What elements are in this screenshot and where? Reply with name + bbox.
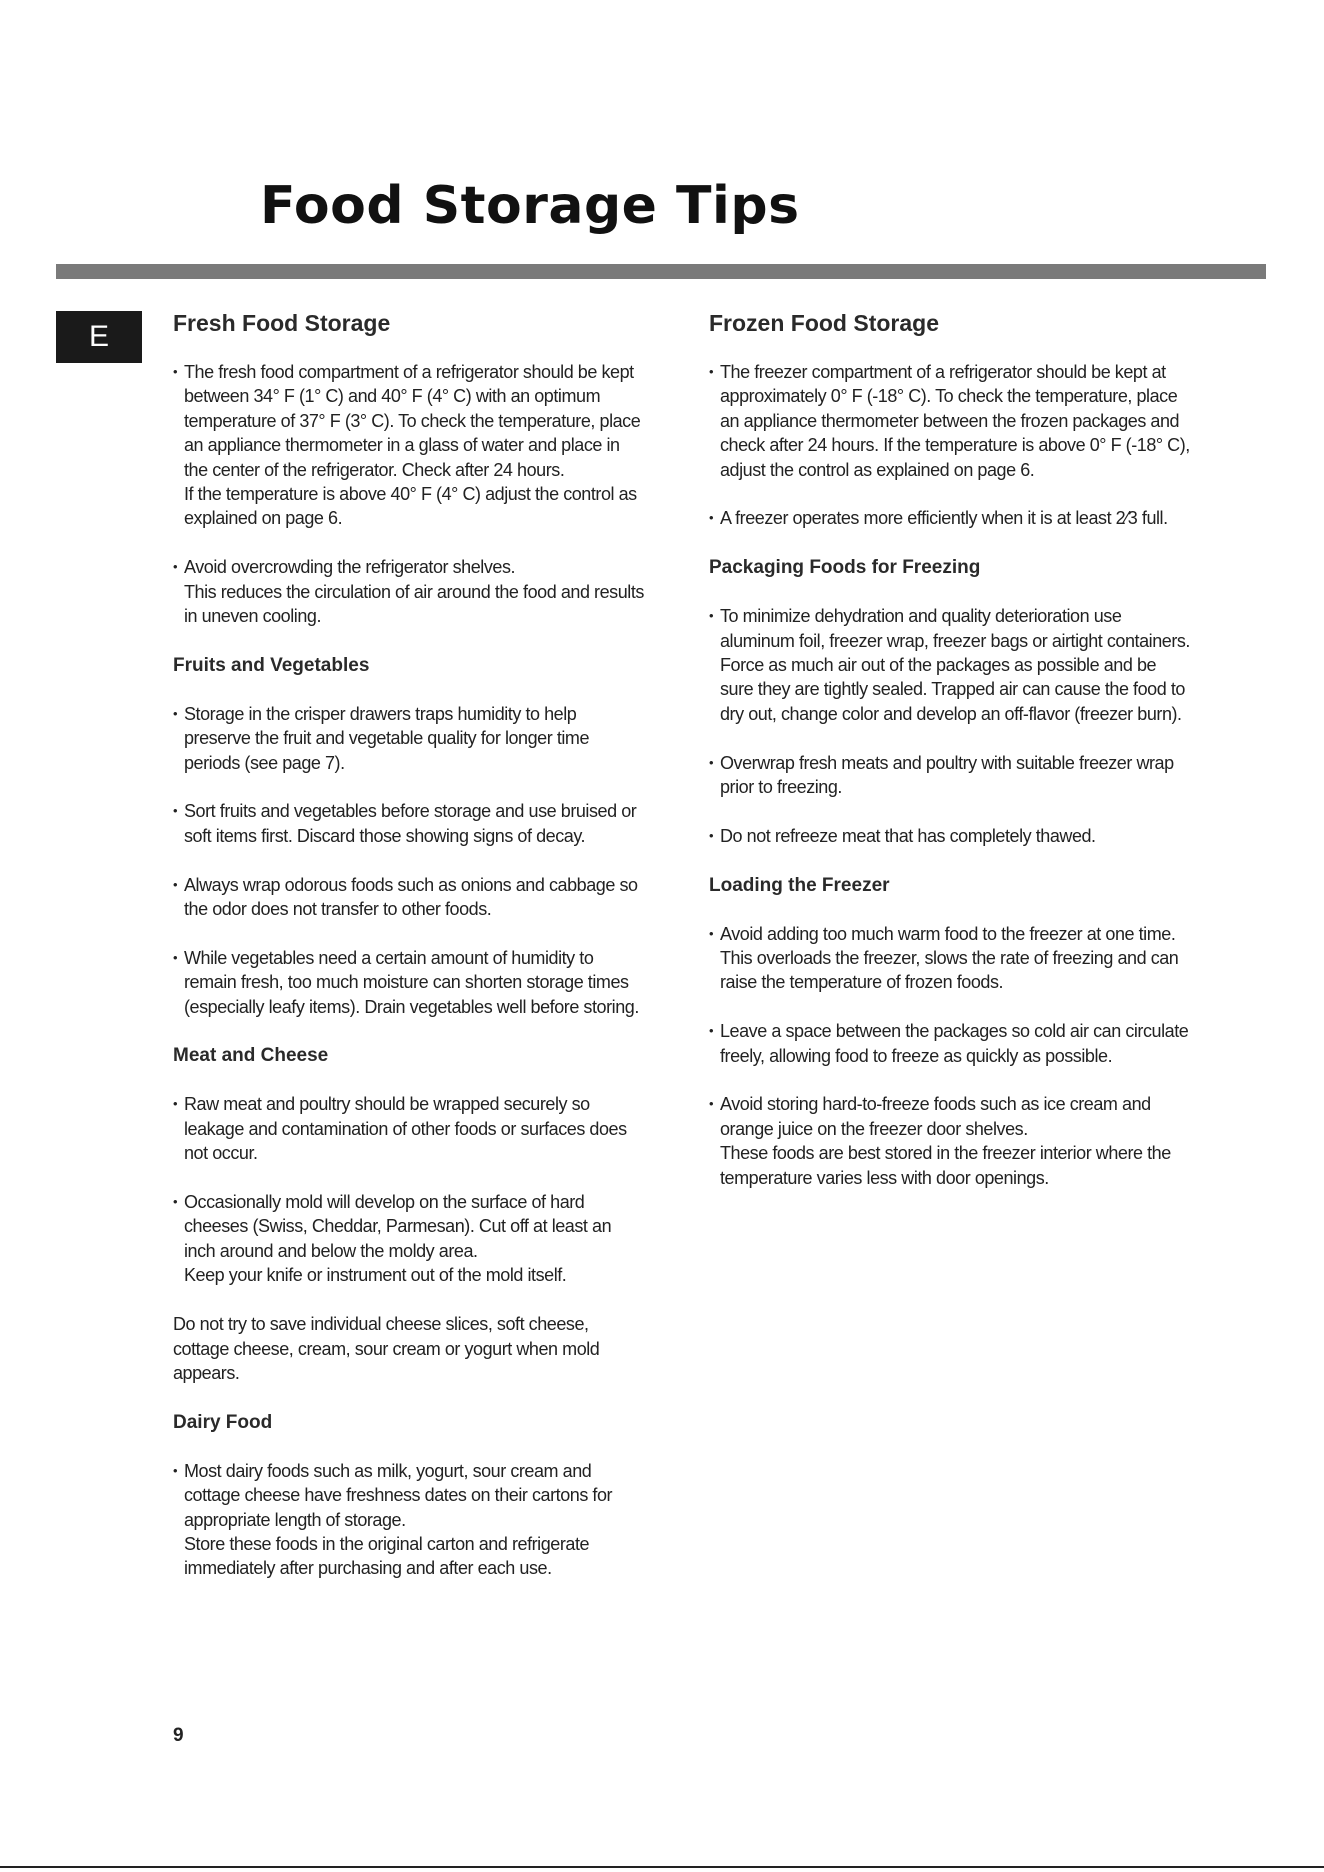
text-line: explained on page 6. [184,508,343,529]
bullet-item [173,1092,683,1165]
title-divider [56,264,1266,279]
text-line: temperature varies less with door openings. [720,1167,1049,1188]
bullet-item [173,1190,683,1288]
sub-heading: Packaging Foods for Freezing [709,557,981,579]
bullet-item [173,1459,683,1581]
text-line: Force as much air out of the packages as possible and be [720,655,1157,676]
text-line: Do not try to save individual cheese slices, soft cheese, [173,1314,589,1335]
language-tab: E [56,311,142,363]
sub-heading: Dairy Food [173,1411,273,1433]
text-line: • Avoid overcrowding the refrigerator shelves. [184,557,516,578]
text-line: • Raw meat and poultry should be wrapped securely so [184,1094,590,1115]
bullet-item [709,824,1234,848]
text-line: between 34° F (1° C) and 40° F (4° C) with an optimum [184,386,601,407]
bullet-item [709,1092,1234,1190]
bullet-item [173,799,683,848]
text-line: aluminum foil, freezer wrap, freezer bags or airtight containers. [720,630,1190,651]
text-line: approximately 0° F (-18° C). To check the temperature, place [720,386,1178,407]
sub-heading: Loading the Freezer [709,874,890,896]
text-line: cottage cheese, cream, sour cream or yogurt when mold [173,1338,600,1359]
text-line: • Overwrap fresh meats and poultry with suitable freezer wrap [720,752,1174,773]
text-line: appears. [173,1362,240,1383]
text-line: an appliance thermometer in a glass of water and place in [184,435,620,456]
text-line: Keep your knife or instrument out of the mold itself. [184,1265,567,1286]
text-line: • A freezer operates more efficiently when it is at least 2⁄3 full. [720,508,1168,529]
text-line: temperature of 37° F (3° C). To check the temperature, place [184,410,641,431]
text-line: check after 24 hours. If the temperature is above 0° F (-18° C), [720,435,1190,456]
text-line: the odor does not transfer to other foods. [184,899,492,920]
bullet-item [709,922,1234,995]
text-line: • Sort fruits and vegetables before storage and use bruised or [184,801,637,822]
bullet-item [709,751,1234,800]
right-column [709,306,1234,1214]
text-line: This overloads the freezer, slows the rate of freezing and can [720,948,1179,969]
text-line: • Leave a space between the packages so cold air can circulate [720,1021,1189,1042]
sub-heading: Fruits and Vegetables [173,654,370,676]
text-line: These foods are best stored in the freezer interior where the [720,1143,1171,1164]
sub-heading: Meat and Cheese [173,1045,329,1067]
text-line: in uneven cooling. [184,606,322,627]
text-line: orange juice on the freezer door shelves. [720,1118,1028,1139]
text-line: • The freezer compartment of a refrigerator should be kept at [720,362,1166,382]
left-column [173,306,683,1605]
text-line: Store these foods in the original carton and refrigerate [184,1533,590,1554]
paragraph [173,1312,683,1385]
text-line: dry out, change color and develop an off-flavor (freezer burn). [720,703,1182,724]
bullet-item [709,506,1234,530]
bullet-item [173,702,683,775]
text-line: • Most dairy foods such as milk, yogurt, sour cream and [184,1460,592,1481]
text-line: • To minimize dehydration and quality deterioration use [720,606,1122,627]
text-line: cheeses (Swiss, Cheddar, Parmesan). Cut off at least an [184,1216,612,1237]
text-line: • Occasionally mold will develop on the surface of hard [184,1192,585,1213]
text-line: soft items first. Discard those showing signs of decay. [184,825,586,846]
bullet-item [709,604,1234,726]
text-line: appropriate length of storage. [184,1509,406,1530]
bullet-item [173,555,683,628]
text-line: • Storage in the crisper drawers traps humidity to help [184,703,577,724]
text-line: not occur. [184,1143,258,1164]
text-line: raise the temperature of frozen foods. [720,972,1004,993]
bullet-item [173,360,683,531]
section-heading: Fresh Food Storage [173,310,391,336]
bullet-item [173,873,683,922]
text-line: periods (see page 7). [184,752,345,773]
bullet-item [173,946,683,1019]
text-line: the center of the refrigerator. Check after 24 hours. [184,459,565,480]
section-heading: Frozen Food Storage [709,310,939,336]
text-line: If the temperature is above 40° F (4° C) adjust the control as [184,484,637,505]
bullet-item [709,1019,1234,1068]
text-line: adjust the control as explained on page 6. [720,459,1035,480]
text-line: preserve the fruit and vegetable quality for longer time [184,728,590,749]
text-line: • Do not refreeze meat that has completely thawed. [720,825,1096,846]
text-line: cottage cheese have freshness dates on their cartons for [184,1485,613,1506]
text-line: • Avoid adding too much warm food to the freezer at one time. [720,923,1176,944]
bullet-item [709,360,1234,482]
text-line: leakage and contamination of other foods or surfaces does [184,1118,627,1139]
text-line: • Avoid storing hard-to-freeze foods such as ice cream and [720,1094,1151,1115]
bottom-divider [0,1866,1324,1868]
page-title: Food Storage Tips [260,176,800,236]
text-line: prior to freezing. [720,777,842,798]
text-line: remain fresh, too much moisture can shorten storage times [184,972,629,993]
page-number: 9 [173,1725,184,1746]
text-line: freely, allowing food to freeze as quickly as possible. [720,1045,1113,1066]
text-line: This reduces the circulation of air around the food and results [184,581,644,602]
text-line: inch around and below the moldy area. [184,1240,478,1261]
text-line: an appliance thermometer between the frozen packages and [720,410,1180,431]
text-line: immediately after purchasing and after each use. [184,1558,552,1579]
text-line: sure they are tightly sealed. Trapped air can cause the food to [720,679,1185,700]
text-line: • Always wrap odorous foods such as onions and cabbage so [184,874,638,895]
text-line: • While vegetables need a certain amount of humidity to [184,947,594,968]
text-line: • The fresh food compartment of a refrigerator should be kept [184,362,634,382]
text-line: (especially leafy items). Drain vegetables well before storing. [184,996,639,1017]
